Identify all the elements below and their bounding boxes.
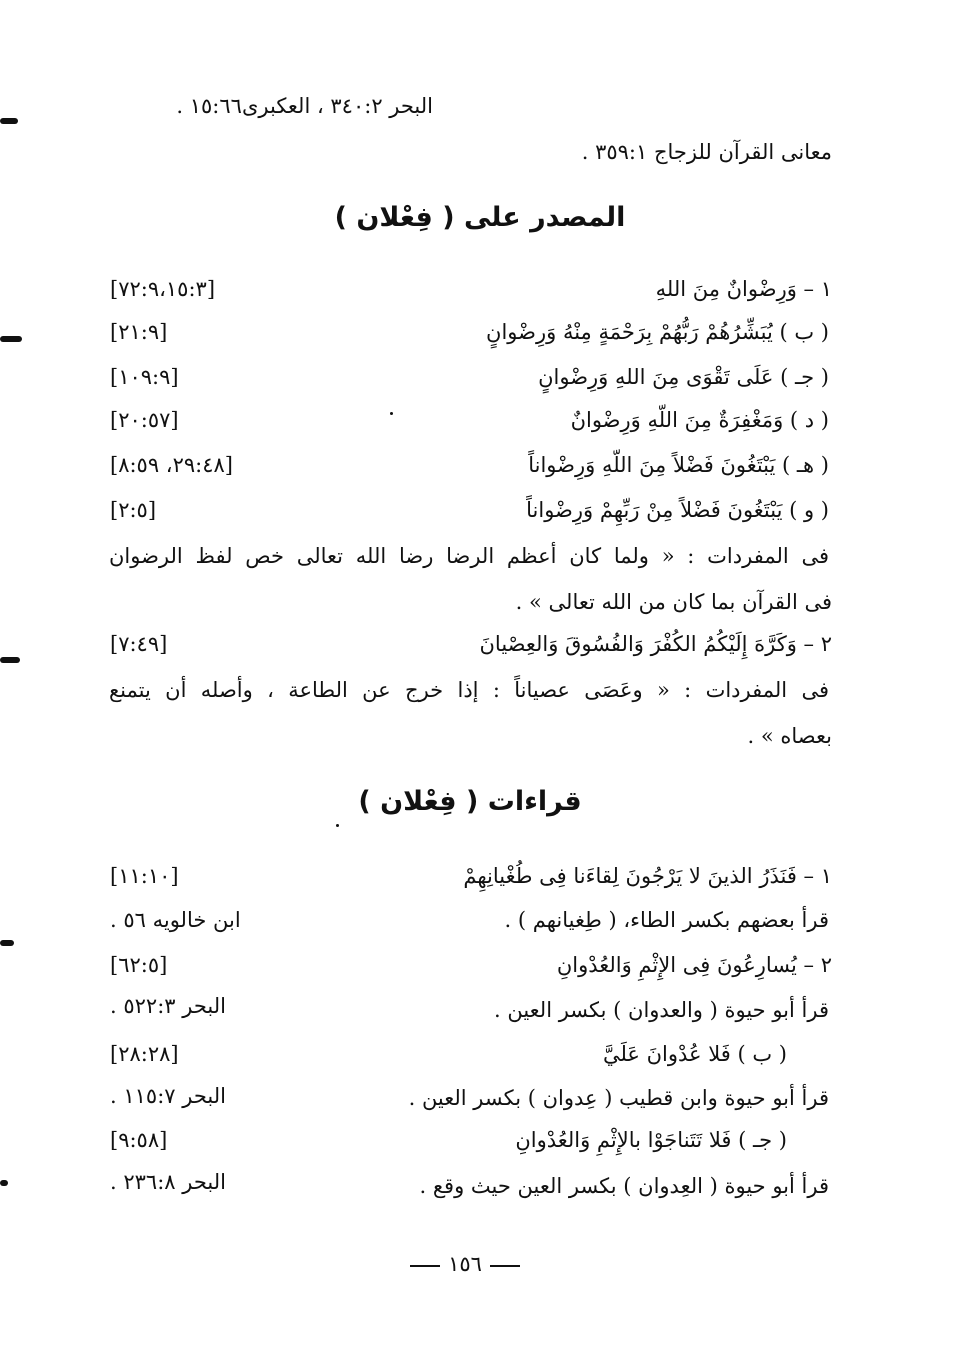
reading-note: قرأ أبو حيوة ( العِدوان ) بكسر العين حيث وقع .: [419, 1174, 829, 1198]
verse-line: ١ – فَنَذَرُ الذينَ لا يَرْجُونَ لِقاءَنا فِى طُغْيانِهِمْ: [463, 864, 832, 888]
verse-reference: [١٠٩:٩]: [110, 365, 179, 389]
verse-line: ٢ – يُسارِعُونَ فِى الإِثْمِ وَالعُدْوانِ: [556, 953, 832, 977]
commentary-line: فى القرآن بما كان من الله تعالى » .: [515, 590, 832, 614]
top-reference-line: معانى القرآن للزجاج ٣٥٩:١ .: [581, 140, 832, 164]
binding-mark: [0, 118, 18, 124]
verse-reference: [٧:٤٩]: [110, 632, 168, 656]
verse-reference: [٢:٥]: [110, 498, 157, 522]
stray-dot: [336, 824, 339, 827]
verse-line: ( ب ) فَلا عُدْوانَ عَلَيَّ: [602, 1042, 787, 1066]
verse-line: ( ب ) يُبَشِّرُهُمْ رَبُّهُمْ بِرَحْمَةٍ مِنْهُ وَرِضْوانٍ: [486, 320, 829, 344]
verse-reference: [٢٨:٢٨]: [110, 1042, 179, 1066]
verse-reference: [٢١:٩]: [110, 320, 168, 344]
verse-line: ( د ) وَمَغْفِرَةٌ مِنَ اللّهِ وَرِضْوانٌ: [570, 408, 829, 432]
verse-reference: [٦٢:٥]: [110, 953, 168, 977]
reading-note: قرأ أبو حيوة وابن قطيب ( عِدوان ) بكسر العين .: [408, 1086, 829, 1110]
binding-mark: [0, 1180, 8, 1186]
verse-reference: [٩:٥٨]: [110, 1128, 168, 1152]
verse-line: ٢ – وَكَرَّهَ إِلَيْكُمُ الكُفْرَ وَالفُسُوقَ وَالعِصْيانَ: [479, 632, 832, 656]
verse-line: ( جـ ) فَلا تَتَناجَوْا بالإِثْمِ وَالعُدْوانِ: [515, 1128, 787, 1152]
source-reference: البحر ١١٥:٧ .: [110, 1084, 226, 1108]
dash-right: [490, 1265, 520, 1267]
verse-reference: [١١:١٠]: [110, 864, 179, 888]
verse-line: ١ – وَرِضْوانٌ مِنَ اللهِ: [655, 277, 832, 301]
reading-note: قرأ بعضهم بكسر الطاء، ( طِغيانهم ) .: [504, 908, 829, 932]
verse-reference: [٢٠:٥٧]: [110, 408, 179, 432]
reading-note: قرأ أبو حيوة ( والعدوان ) بكسر العين .: [494, 998, 829, 1022]
top-reference-line: البحر ٣٤٠:٢ ، العكبرى١٥:٦٦ .: [176, 94, 433, 118]
commentary-line: بعصاه » .: [747, 724, 832, 748]
binding-mark: [0, 940, 14, 946]
verse-line: ( و ) يَبْتَغُونَ فَضْلاً مِنْ رَبِّهِمْ وَرِضْواناً: [526, 498, 829, 522]
binding-mark: [0, 657, 20, 663]
source-reference: البحر ٥٢٢:٣ .: [110, 994, 226, 1018]
verse-line: ( هـ ) يَبْتَغُونَ فَضْلاً مِنَ اللّهِ وَرِضْواناً: [528, 453, 829, 477]
page-number: [390, 1252, 540, 1276]
stray-dot: [390, 412, 393, 415]
section-heading: المصدر على ( فِعْلان ): [334, 202, 626, 233]
verse-reference: [٢٩:٤٨، ٨:٥٩]: [110, 453, 233, 477]
binding-mark: [0, 336, 22, 342]
section-heading: قراءات ( فِعْلان ): [358, 786, 582, 817]
source-reference: ابن خالويه ٥٦ .: [110, 908, 241, 932]
source-reference: البحر ٢٣٦:٨ .: [110, 1170, 226, 1194]
page-number-text: ١٥٦: [448, 1252, 482, 1276]
verse-line: ( جـ ) عَلَى تَقْوَى مِنَ اللهِ وَرِضْوانٍ: [538, 365, 829, 389]
commentary-line: فى المفردات : « وعَصَى عصياناً : إذا خرج عن الطاعة ، وأصله أن يتمنع: [109, 678, 829, 702]
verse-reference: [٧٢:٩،١٥:٣]: [110, 277, 216, 301]
dash-left: [410, 1265, 440, 1267]
commentary-line: فى المفردات : « ولما كان أعظم الرضا رضا الله تعالى خص لفظ الرضوان: [109, 544, 829, 568]
